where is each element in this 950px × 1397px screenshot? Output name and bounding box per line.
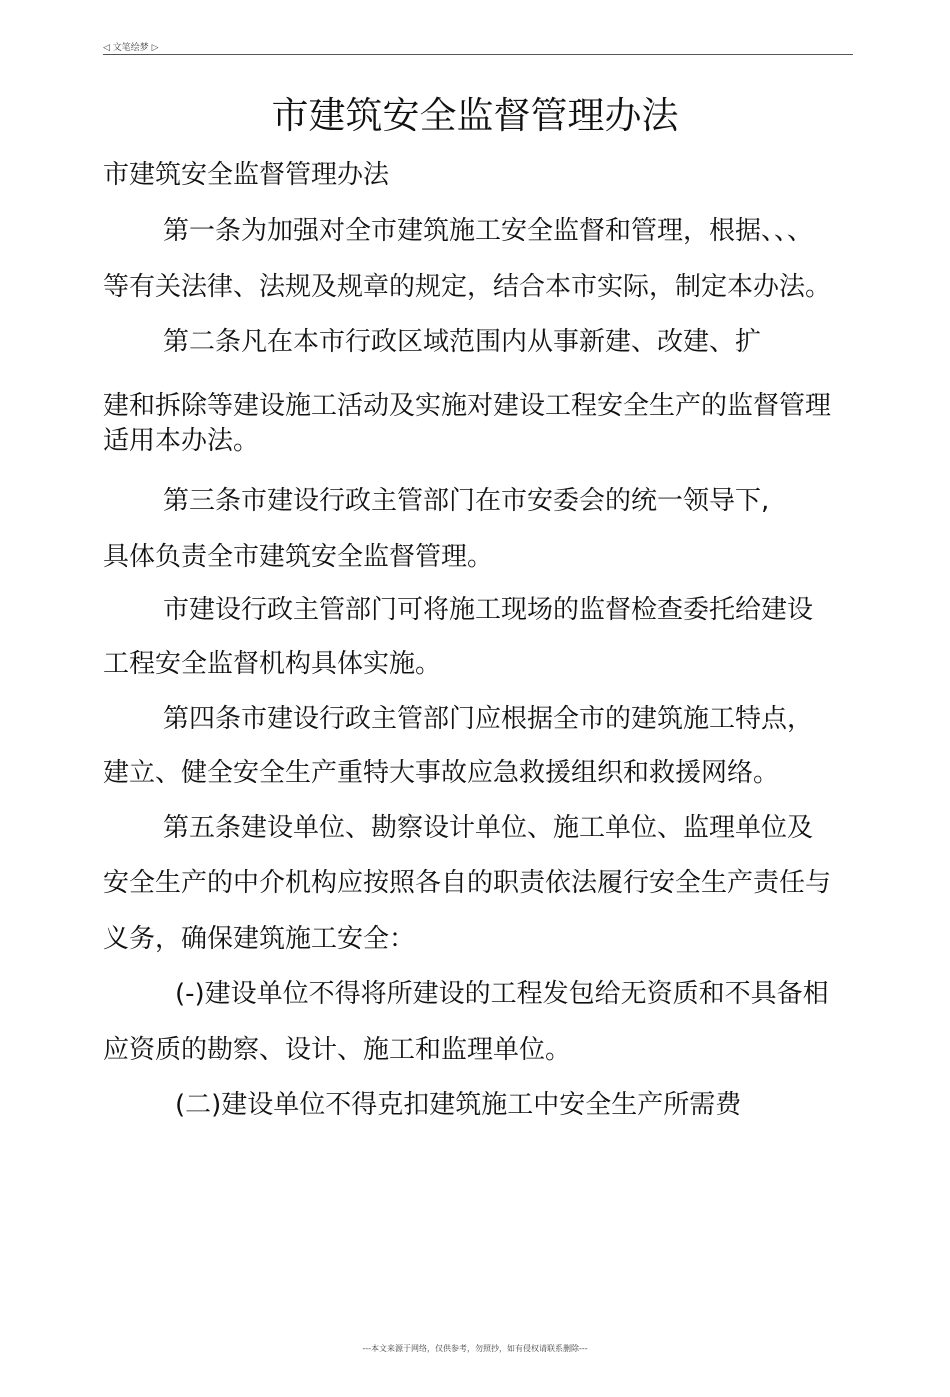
article-2-line-3: 适用本办法。 [103, 426, 260, 456]
article-5-line-2: 安全生产的中介机构应按照各自的职责依法履行安全生产责任与 [103, 868, 832, 898]
header-rule [103, 54, 853, 55]
article-3-line-2: 具体负责全市建筑安全监督管理。 [103, 542, 494, 572]
clause-2-line-1: (二)建设单位不得克扣建筑施工中安全生产所需费 [175, 1090, 742, 1120]
article-5-line-1: 第五条建设单位、勘察设计单位、施工单位、监理单位及 [163, 813, 814, 843]
document-title: 市建筑安全监督管理办法 [271, 94, 679, 137]
footer-disclaimer: ---本文来源于网络，仅供参考，勿照抄，如有侵权请联系删除--- [362, 1344, 588, 1353]
article-3-line-3: 市建设行政主管部门可将施工现场的监督检查委托给建设 [163, 595, 814, 625]
article-3-line-1: 第三条市建设行政主管部门在市安委会的统一领导下, [163, 486, 770, 516]
article-2-line-1: 第二条凡在本市行政区域范围内从事新建、改建、扩 [163, 327, 762, 357]
subtitle-line: 市建筑安全监督管理办法 [103, 160, 390, 190]
header-label: ◁ 文笔绘梦 ▷ [103, 43, 159, 53]
article-2-line-2: 建和拆除等建设施工活动及实施对建设工程安全生产的监督管理 [103, 391, 832, 421]
article-4-line-2: 建立、健全安全生产重特大事故应急救援组织和救援网络。 [103, 758, 780, 788]
clause-1-line-2: 应资质的勘察、设计、施工和监理单位。 [103, 1035, 572, 1065]
article-1-line-1: 第一条为加强对全市建筑施工安全监督和管理，根据、、、 [163, 216, 814, 246]
article-3-line-4: 工程安全监督机构具体实施。 [103, 649, 442, 679]
clause-1-line-1: (-)建设单位不得将所建设的工程发包给无资质和不具备相 [175, 979, 829, 1009]
article-5-line-3: 义务，确保建筑施工安全： [103, 924, 416, 954]
article-1-line-2: 等有关法律、法规及规章的规定，结合本市实际，制定本办法。 [103, 272, 832, 302]
article-4-line-1: 第四条市建设行政主管部门应根据全市的建筑施工特点， [163, 704, 814, 734]
